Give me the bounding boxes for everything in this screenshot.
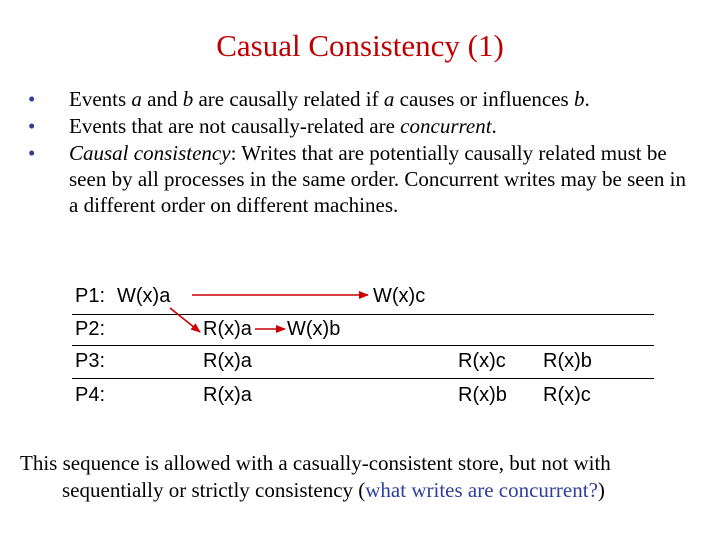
op-p2-read-a: R(x)a: [203, 318, 252, 340]
bullet-icon: •: [28, 114, 36, 138]
bullet-item-causal-consistency: [28, 140, 698, 218]
bullet-item-concurrent: [28, 113, 698, 139]
italic-b: b: [182, 87, 194, 111]
bullet-item-causal-relation: [28, 86, 698, 112]
footer-line-2: [20, 477, 710, 504]
arrow-w-a-to-r-a: [170, 308, 200, 332]
event-diagram: [60, 275, 660, 415]
text: causes or influences: [394, 87, 574, 111]
footer-line-1: This sequence is allowed with a casually-consistent store, but not with: [20, 451, 611, 475]
italic-concurrent: concurrent: [400, 114, 492, 138]
text: ): [597, 478, 605, 502]
op-p2-write-b: W(x)b: [287, 318, 341, 340]
bullet-icon: •: [28, 141, 36, 165]
slide-title: Casual Consistency (1): [216, 28, 504, 63]
text: Events: [69, 87, 132, 111]
text: are causally related if: [193, 87, 384, 111]
op-p4-read-b: R(x)b: [458, 384, 507, 406]
text: Events that are not causally-related are: [69, 114, 401, 138]
italic-b: b: [573, 87, 585, 111]
text: .: [584, 87, 590, 111]
op-p4-read-a: R(x)a: [203, 384, 252, 406]
text: and: [141, 87, 183, 111]
process-label-p1: P1:: [75, 285, 106, 307]
italic-a: a: [383, 87, 395, 111]
bullet-list: [28, 86, 698, 219]
process-label-p2: P2:: [75, 318, 106, 340]
op-p1-write-c: W(x)c: [373, 285, 426, 307]
text: sequentially or strictly consistency (: [62, 478, 366, 502]
process-label-p3: P3:: [75, 350, 106, 372]
italic-a: a: [131, 87, 142, 111]
question-text: what writes are concurrent?: [365, 478, 598, 502]
op-p3-read-b: R(x)b: [543, 350, 592, 372]
op-p1-write-a: W(x)a: [117, 285, 171, 307]
footer-note: [20, 450, 710, 504]
causality-arrows: [60, 275, 660, 415]
process-label-p4: P4:: [75, 384, 106, 406]
op-p3-read-c: R(x)c: [458, 350, 506, 372]
op-p4-read-c: R(x)c: [543, 384, 591, 406]
bullet-icon: •: [28, 87, 36, 111]
text: .: [491, 114, 497, 138]
italic-causal-consistency: Causal consistency: [69, 141, 231, 165]
op-p3-read-a: R(x)a: [203, 350, 252, 372]
text: : Writes that are potentially causally related must be seen by all processes in the same order. Concurrent writes may be seen in a different order on different machines.: [69, 141, 686, 217]
